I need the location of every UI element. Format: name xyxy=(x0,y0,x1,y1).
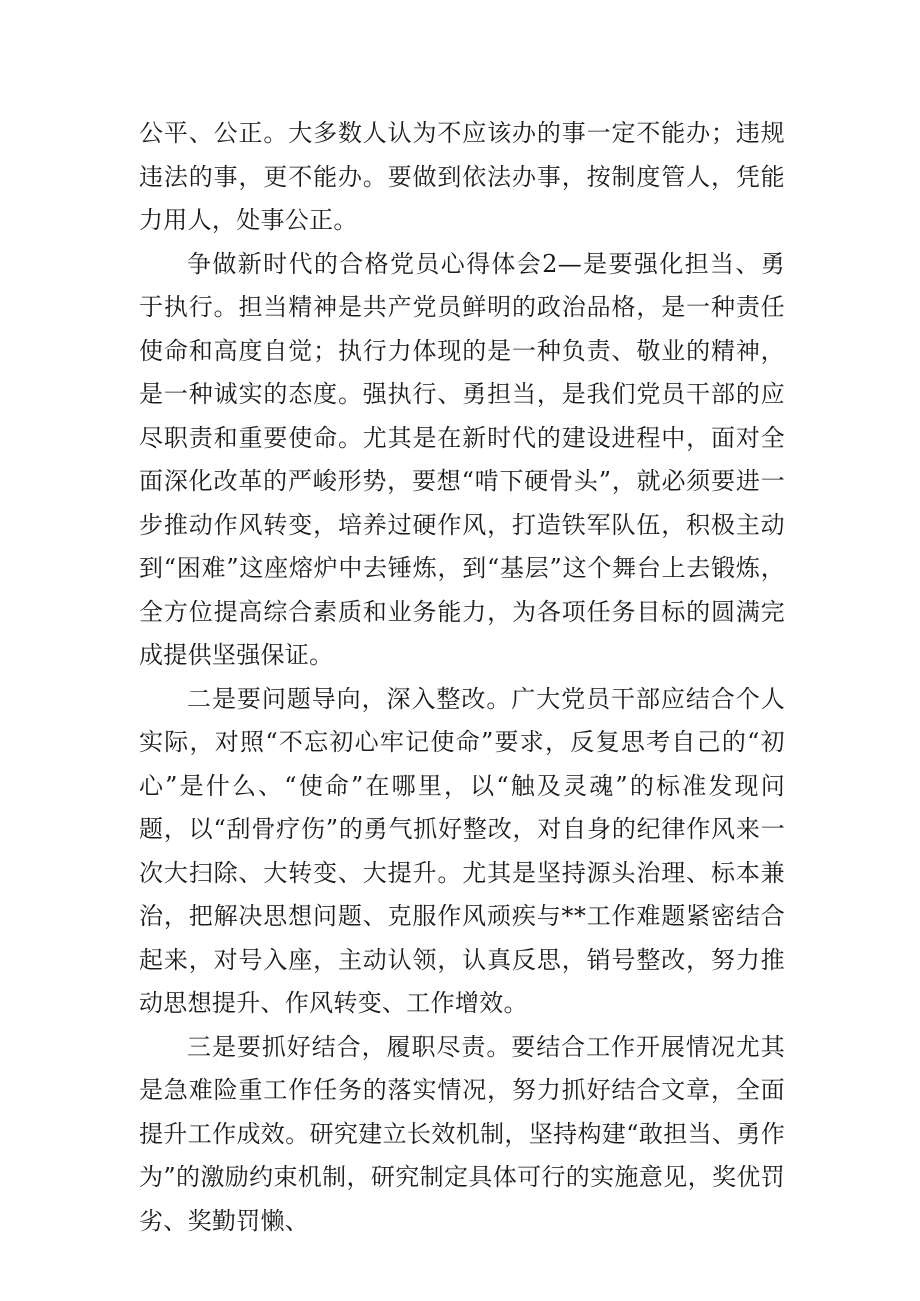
paragraph-combine-duties: 三是要抓好结合，履职尽责。要结合工作开展情况尤其是急难险重工作任务的落实情况，努力抓好结合文章，全面提升工作成效。研究建立长效机制，坚持构建“敢担当、勇作为”的激励约束机制，研究制定具体可行的实施意见，奖优罚劣、奖勤罚懒、 xyxy=(139,1032,785,1235)
paragraph-responsibility: 争做新时代的合格党员心得体会2—是要强化担当、勇于执行。担当精神是共产党员鲜明的政治品格，是一种责任使命和高度自觉；执行力体现的是一种负责、敬业的精神，是一种诚实的态度。强执行、勇担当，是我们党员干部的应尽职责和重要使命。尤其是在新时代的建设进程中，面对全面深化改革的严峻形势，要想“啃下硬骨头”，就必须要进一步推动作风转变，培养过硬作风，打造铁军队伍，积极主动到“困难”这座熔炉中去锤炼，到“基层”这个舞台上去锻炼，全方位提高综合素质和业务能力，为各项任务目标的圆满完成提供坚强保证。 xyxy=(139,249,785,669)
document-body xyxy=(139,112,785,1243)
paragraph-problem-oriented: 二是要问题导向，深入整改。广大党员干部应结合个人实际，对照“不忘初心牢记使命”要求，反复思考自己的“初心”是什么、“使命”在哪里，以“触及灵魂”的标准发现问题，以“刮骨疗伤”的勇气抓好整改，对自身的纪律作风来一次大扫除、大转变、大提升。尤其是坚持源头治理、标本兼治，把解决思想问题、克服作风顽疾与**工作难题紧密结合起来，对号入座，主动认领，认真反思，销号整改，努力推动思想提升、作风转变、工作增效。 xyxy=(139,684,785,1017)
paragraph-continuation: 公平、公正。大多数人认为不应该办的事一定不能办；违规违法的事，更不能办。要做到依法办事，按制度管人，凭能力用人，处事公正。 xyxy=(139,119,785,234)
